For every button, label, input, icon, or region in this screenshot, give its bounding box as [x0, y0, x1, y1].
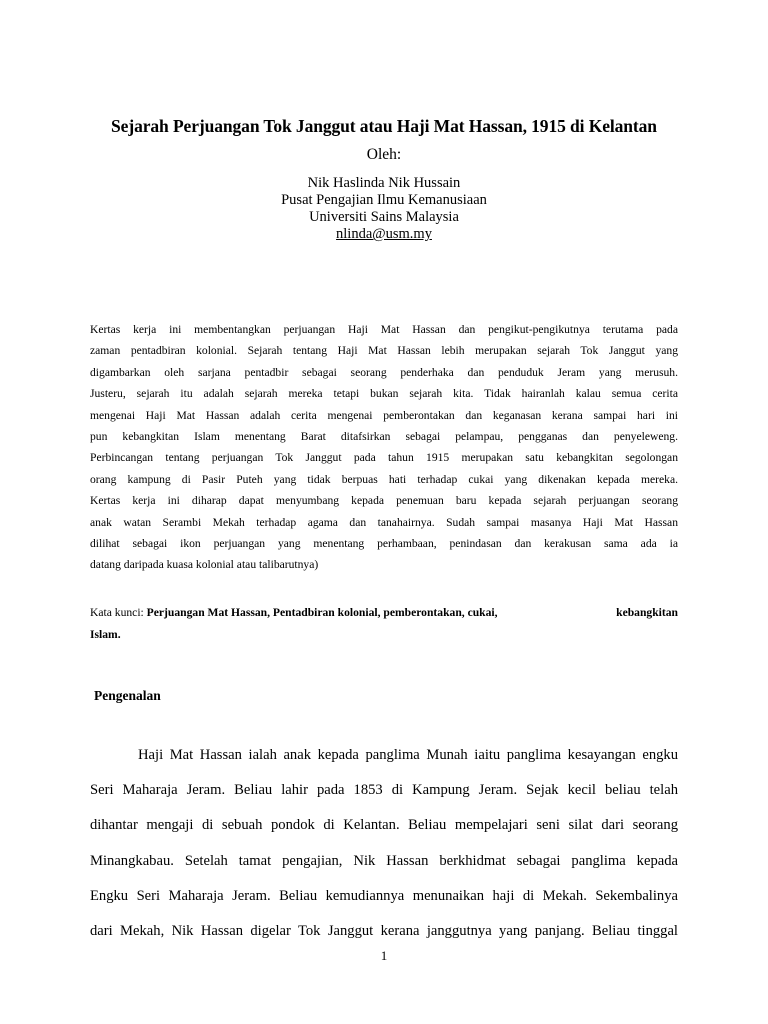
body-line: Seri Maharaja Jeram. Beliau lahir pada 1853 di Kampung Jeram. Sejak kecil beliau telah: [90, 782, 678, 799]
abstract-line: mengenai Haji Mat Hassan adalah cerita mengenai pemberontakan dan keganasan kerana sampai hari ini: [90, 408, 678, 422]
keywords: [90, 602, 678, 646]
abstract-line: Perbincangan tentang perjuangan Tok Janggut pada tahun 1915 merupakan satu kebangkitan segolongan: [90, 451, 678, 465]
abstract-line: datang daripada kuasa kolonial atau talibarutnya): [90, 558, 319, 572]
keywords-terms-tail: kebangkitan: [616, 606, 678, 619]
abstract-line: orang kampung di Pasir Puteh yang tidak berpuas hati terhadap cukai yang dikenakan kepada mereka.: [90, 472, 678, 486]
keywords-main: [90, 602, 498, 624]
author-university: Universiti Sains Malaysia: [309, 209, 459, 225]
body-line: dari Mekah, Nik Hassan digelar Tok Janggut kerana janggutnya yang panjang. Beliau tinggal: [90, 922, 678, 939]
keywords-line-1: [90, 602, 678, 624]
abstract-line: Kertas kerja ini diharap dapat menyumbang kepada penemuan baru kepada sejarah perjuangan seorang: [90, 494, 678, 508]
body-line: Haji Mat Hassan ialah anak kepada panglima Munah iaitu panglima kesayangan engku: [138, 747, 678, 763]
body-line: dihantar mengaji di sebuah pondok di Kelantan. Beliau mempelajari seni silat dari seorang: [90, 817, 678, 834]
abstract-line: digambarkan oleh sarjana pentadbir sebagai seorang penderhaka dan penduduk Jeram yang merusuh.: [90, 365, 678, 379]
abstract-line: Kertas kerja ini membentangkan perjuangan Haji Mat Hassan dan pengikut-pengikutnya terutama pada: [90, 323, 678, 336]
paper-title: Sejarah Perjuangan Tok Janggut atau Haji Mat Hassan, 1915 di Kelantan: [111, 116, 657, 136]
body-line: Minangkabau. Setelah tamat pengajian, Nik Hassan berkhidmat sebagai panglima kepada: [90, 852, 678, 869]
abstract-line: pun kebangkitan Islam menentang Barat ditafsirkan sebagai pelampau, pengganas dan penyeleweng.: [90, 429, 678, 443]
byline-oleh: Oleh:: [366, 146, 402, 163]
keywords-terms-line2: Islam.: [90, 628, 121, 641]
abstract-line: dilihat sebagai ikon perjuangan yang menentang perhambaan, penindasan dan kerakusan sama ada ia: [90, 536, 678, 550]
keywords-label: Kata kunci:: [90, 606, 147, 619]
author-affiliation: Pusat Pengajian Ilmu Kemanusiaan: [281, 192, 487, 208]
body-line: Engku Seri Maharaja Jeram. Beliau kemudiannya menunaikan haji di Mekah. Sekembalinya: [90, 887, 678, 904]
keywords-terms: Perjuangan Mat Hassan, Pentadbiran kolonial, pemberontakan, cukai,: [146, 606, 498, 619]
abstract-line: zaman pentadbiran kolonial. Sejarah tentang Haji Mat Hassan lebih merupakan sejarah Tok Janggut yang: [90, 344, 678, 358]
abstract: [90, 319, 678, 576]
abstract-line: anak watan Serambi Mekah terhadap agama dan tanahairnya. Sudah sampai masanya Haji Mat Hassan: [90, 515, 678, 529]
page-number: 1: [380, 948, 388, 963]
author-name: Nik Haslinda Nik Hussain: [307, 175, 461, 191]
keywords-line-2: [90, 624, 678, 646]
body-paragraph: [90, 738, 678, 949]
author-email-link[interactable]: nlinda@usm.my: [336, 226, 432, 242]
section-heading: Pengenalan: [94, 688, 161, 703]
abstract-line: Justeru, sejarah itu adalah sejarah mereka tetapi bukan sejarah kita. Tidak hairanlah kalau semua cerita: [90, 387, 678, 401]
